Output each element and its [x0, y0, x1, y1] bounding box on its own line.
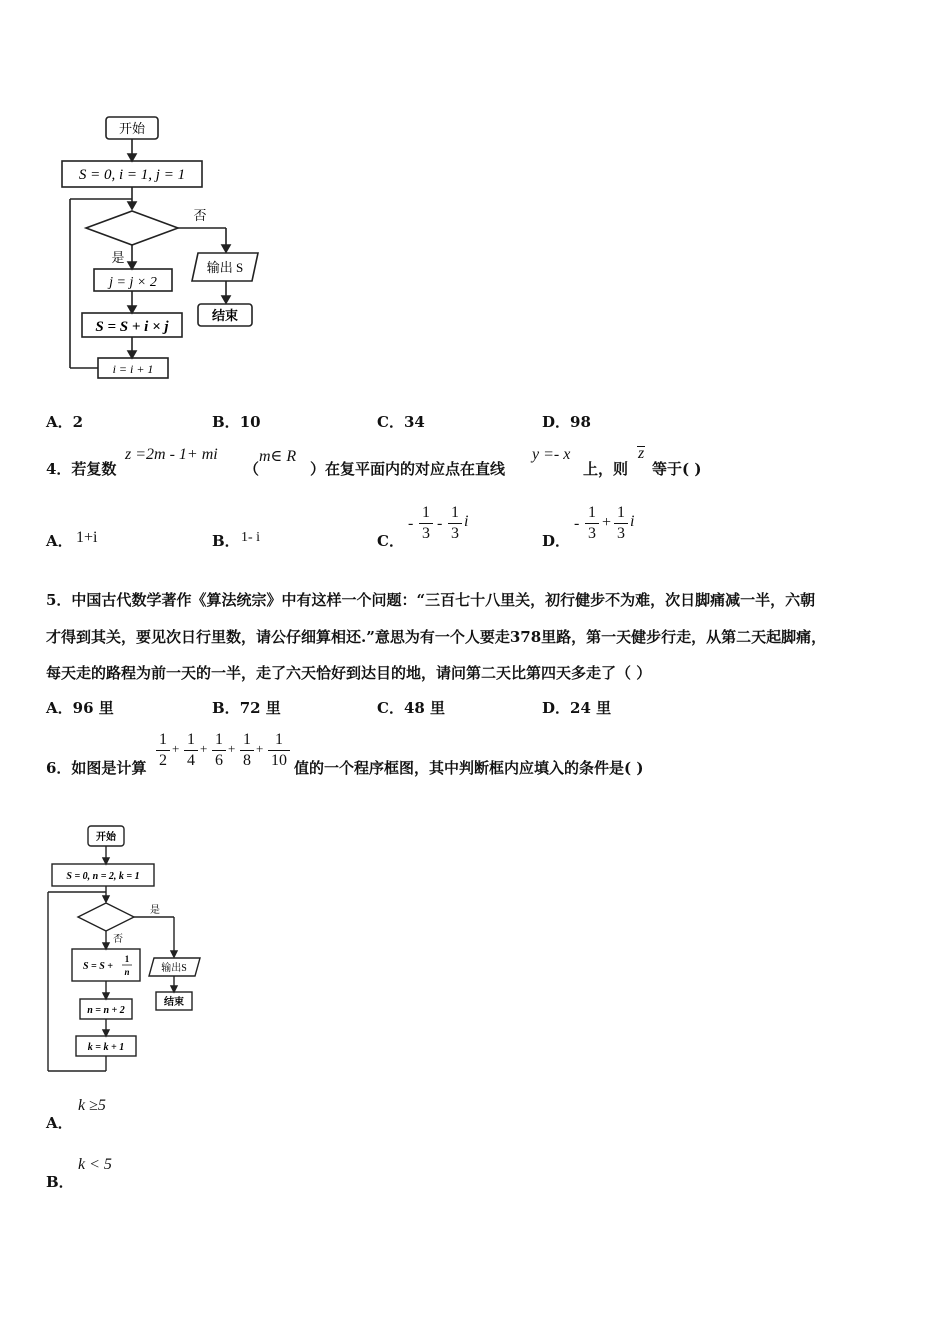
q6-plus-3: +	[228, 741, 236, 756]
flowchart1-step2-label: S = S + i × j	[95, 319, 169, 335]
q4-after-line-text: 上，则	[583, 460, 629, 478]
flowchart1-step1-label: j = j × 2	[109, 275, 157, 290]
q5-option-a-value: 96 里	[72, 699, 114, 717]
q6-option-a-value: k ≥5	[78, 1097, 106, 1114]
flowchart2-output-label: 输出S	[161, 963, 187, 974]
q3-option-c-label: C．	[377, 413, 404, 431]
q5-option-c-value: 48 里	[403, 699, 446, 717]
q6-plus-2: +	[200, 741, 208, 756]
q3-option-b-value: 10	[239, 413, 261, 431]
q6-option-b-label: B．	[46, 1173, 74, 1191]
q3-option-d-label: D．	[542, 413, 571, 431]
q4-suffix: 等于( )	[652, 460, 702, 478]
q6-suffix: 值的一个程序框图，其中判断框内应填入的条件是( )	[294, 759, 644, 777]
q6-fraction-1	[156, 731, 170, 770]
q4-c-fraction-1	[419, 504, 433, 543]
q4-d-plus: +	[602, 514, 612, 531]
flowchart2-yes-label: 是	[150, 905, 160, 916]
q4-option-d-label: D．	[542, 532, 571, 550]
flowchart2-step1-left: S = S +	[82, 961, 114, 972]
q4-middle-text: ）在复平面内的对应点在直线	[310, 460, 506, 478]
q4-option-b-label: B．	[212, 532, 240, 550]
q3-option-d-value: 98	[570, 413, 591, 431]
q4-c-frac2-num: 1	[451, 504, 459, 521]
q3-option-a-label: A．	[46, 413, 73, 431]
q4-d-fraction-1	[585, 504, 599, 543]
flowchart-2	[40, 820, 220, 1080]
q3-option-a-value: 2	[72, 413, 84, 431]
flowchart2-step2-label: n = n + 2	[87, 1005, 125, 1016]
q5-option-a	[46, 697, 114, 718]
q6-fraction-3	[212, 731, 226, 770]
q6-plus-4: +	[256, 741, 264, 756]
q5-option-b-value: 72 里	[239, 699, 281, 717]
q5-stem-line-2: 才得到其关，要见次日行里数，请公仔细算相还.”意思为有一个人要走378里路，第一天健步行走，从第二天起脚痛，	[46, 628, 827, 646]
q4-d-frac2-num: 1	[617, 504, 625, 521]
flowchart2-init-label: S = 0, n = 2, k = 1	[66, 871, 140, 882]
flowchart1-end-label: 结束	[211, 308, 239, 323]
q6-fraction-2	[184, 731, 198, 770]
q6-frac3-den: 6	[215, 752, 223, 769]
q6-fraction-4	[240, 731, 254, 770]
q4-c-imag-unit: i	[464, 513, 469, 530]
q4-paren-open: （	[244, 460, 260, 478]
q4-d-frac2-den: 3	[617, 525, 625, 542]
flowchart1-output-label: 输出 S	[206, 260, 244, 275]
q5-option-d	[542, 697, 611, 718]
flowchart1-yes-label: 是	[111, 250, 125, 265]
flowchart1-no-label: 否	[193, 208, 207, 223]
flowchart1-step3-label: i = i + 1	[112, 362, 154, 376]
q6-prefix: 6．如图是计算	[46, 759, 147, 777]
q6-fraction-5	[268, 731, 290, 770]
q4-d-frac1-den: 3	[588, 525, 596, 542]
flowchart2-end-label: 结束	[164, 997, 184, 1008]
q4-option-d-value	[574, 504, 646, 550]
q5-option-b-label: B．	[212, 699, 240, 717]
flowchart2-start-label: 开始	[96, 832, 116, 843]
q6-frac3-num: 1	[215, 731, 223, 748]
q4-option-c-value	[408, 504, 478, 550]
q6-plus-1: +	[172, 741, 180, 756]
q4-z-expression: z =2m - 1+ mi	[125, 446, 218, 463]
q3-option-c	[377, 411, 425, 432]
q4-c-minus-1: -	[408, 515, 414, 532]
q6-frac2-den: 4	[187, 752, 195, 769]
flowchart-1	[40, 110, 280, 400]
q6-frac5-den: 10	[271, 752, 287, 769]
q4-d-frac1-num: 1	[588, 504, 596, 521]
q4-line-expression: y =- x	[532, 446, 571, 463]
q6-option-b-value: k < 5	[78, 1156, 112, 1173]
q4-c-frac1-den: 3	[422, 525, 430, 542]
flowchart2-step1-den: n	[124, 967, 130, 977]
q5-option-a-label: A．	[46, 699, 73, 717]
q3-option-d	[542, 411, 591, 432]
q6-frac1-num: 1	[159, 731, 167, 748]
q5-option-d-label: D．	[542, 699, 571, 717]
q5-stem-line-3: 每天走的路程为前一天的一半，走了六天恰好到达目的地，请问第二天比第四天多走了（ ）	[46, 664, 652, 682]
q6-frac1-den: 2	[159, 752, 167, 769]
q4-d-fraction-2	[614, 504, 628, 543]
q4-c-fraction-2	[448, 504, 462, 543]
q4-c-frac2-den: 3	[451, 525, 459, 542]
q3-option-b-label: B．	[212, 413, 240, 431]
q6-option-a-label: A．	[46, 1114, 73, 1132]
q5-option-c	[377, 697, 445, 718]
q4-c-frac1-num: 1	[422, 504, 430, 521]
q6-frac5-num: 1	[275, 731, 283, 748]
q6-sum-expression	[156, 731, 296, 779]
q6-frac4-den: 8	[243, 752, 251, 769]
q4-option-a-label: A．	[46, 532, 73, 550]
flowchart1-init-label: S = 0, i = 1, j = 1	[78, 167, 186, 183]
q5-option-b	[212, 697, 281, 718]
q3-option-b	[212, 411, 261, 432]
q6-frac4-num: 1	[243, 731, 251, 748]
q5-option-d-value: 24 里	[570, 699, 612, 717]
flowchart1-start-label: 开始	[118, 121, 146, 136]
q4-d-minus: -	[574, 515, 580, 532]
q3-option-c-value: 34	[403, 413, 425, 431]
q4-d-imag-unit: i	[630, 513, 635, 530]
q5-stem-line-1: 5．中国古代数学著作《算法统宗》中有这样一个问题：“三百七十八里关，初行健步不为难，次日脚痛减一半，六朝	[46, 591, 816, 609]
q4-option-b-value: 1- i	[241, 530, 261, 545]
flowchart2-no-label: 否	[113, 934, 123, 945]
q3-option-a	[46, 411, 83, 432]
q4-option-a-value: 1+i	[76, 529, 98, 546]
q6-frac2-num: 1	[187, 731, 195, 748]
q5-option-c-label: C．	[377, 699, 404, 717]
q4-z-conjugate: z	[638, 445, 645, 462]
flowchart2-step1-num: 1	[124, 954, 130, 964]
q4-m-condition: m∈ R	[259, 448, 297, 465]
q4-option-c-label: C．	[377, 532, 404, 550]
q4-prefix: 4．若复数	[46, 460, 117, 478]
flowchart2-step3-label: k = k + 1	[87, 1042, 125, 1053]
q4-c-minus-2: -	[437, 515, 443, 532]
